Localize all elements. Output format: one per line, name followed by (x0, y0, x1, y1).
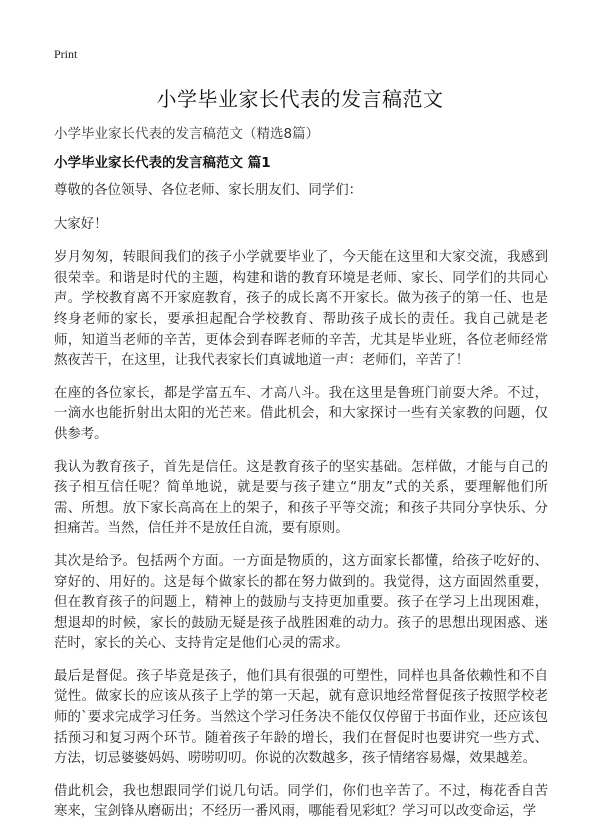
document-title: 小学毕业家长代表的发言稿范文 (156, 87, 444, 111)
paragraph-salutation: 尊敬的各位领导、各位老师、家长朋友们、同学们： (54, 183, 362, 198)
paragraph: 最后是督促。孩子毕竟是孩子，他们具有很强的可塑性，同样也具备依赖性和不自觉性。做家长的应该从孩子上学的第一天起，就有意识地经常督促孩子按照学校老师的`要求完成学习任务。当然这个学习任务决不能仅仅停留于书面作业，还应该包括预习和复习两个环节。随着孩子年龄的增长，我们在督促时也要讲究一些方式、方法，切忌婆婆妈妈、唠唠叨叨。你说的次数越多，孩子情绪容易爆，效果越差。 (54, 668, 548, 767)
document-subtitle: 小学毕业家长代表的发言稿范文（精选8篇） (54, 126, 320, 142)
paragraph: 我认为教育孩子，首先是信任。这是教育孩子的坚实基础。怎样做，才能与自己的孩子相互信任呢？简单地说，就是要与孩子建立“朋友”式的关系，要理解他们所需、所想。放下家长高高在上的架子，和孩子平等交流；和孩子共同分享快乐、分担痛苦。当然，信任并不是放任自流，要有原则。 (54, 459, 548, 537)
paragraph: 岁月匆匆，转眼间我们的孩子小学就要毕业了，今天能在这里和大家交流，我感到很荣幸。和谐是时代的主题，构建和谐的教育环境是老师、家长、同学们的共同心声。学校教育离不开家庭教育，孩子的成长离不开家长。做为孩子的第一任、也是终身老师的家长，要承担起配合学校教育、帮助孩子成长的责任。我自己就是老师，知道当老师的辛苦，更体会到春晖老师的辛苦，尤其是毕业班，各位老师经常熬夜苦干，在这里，让我代表家长们真诚地道一声：老师们，辛苦了！ (54, 250, 548, 369)
paragraph: 其次是给予。包括两个方面。一方面是物质的，这方面家长都懂，给孩子吃好的、穿好的、用好的。这是每个做家长的都在努力做到的。我觉得，这方面固然重要，但在教育孩子的问题上，精神上的鼓励与支持更加重要。孩子在学习上出现困难，想退却的时候，家长的鼓励无疑是孩子战胜困难的动力。孩子的思想出现困惑、迷茫时，家长的关心、支持肯定是他们心灵的需求。 (54, 553, 548, 652)
document-body (54, 181, 548, 835)
print-label: Print (54, 47, 78, 61)
paragraph-greeting: 大家好！ (54, 216, 108, 232)
section-heading: 小学毕业家长代表的发言稿范文 篇1 (54, 155, 271, 171)
paragraph: 借此机会，我也想跟同学们说几句话。同学们，你们也辛苦了。不过，梅花香自苦寒来，宝剑锋从磨砺出；不经历一番风雨，哪能看见彩虹？学习可以改变命运，学 (54, 783, 548, 820)
paragraph: 在座的各位家长，都是学富五车、才高八斗。我在这里是鲁班门前耍大斧。不过，一滴水也能折射出太阳的光芒来。借此机会，和大家探讨一些有关家教的问题，仅供参考。 (54, 385, 548, 442)
